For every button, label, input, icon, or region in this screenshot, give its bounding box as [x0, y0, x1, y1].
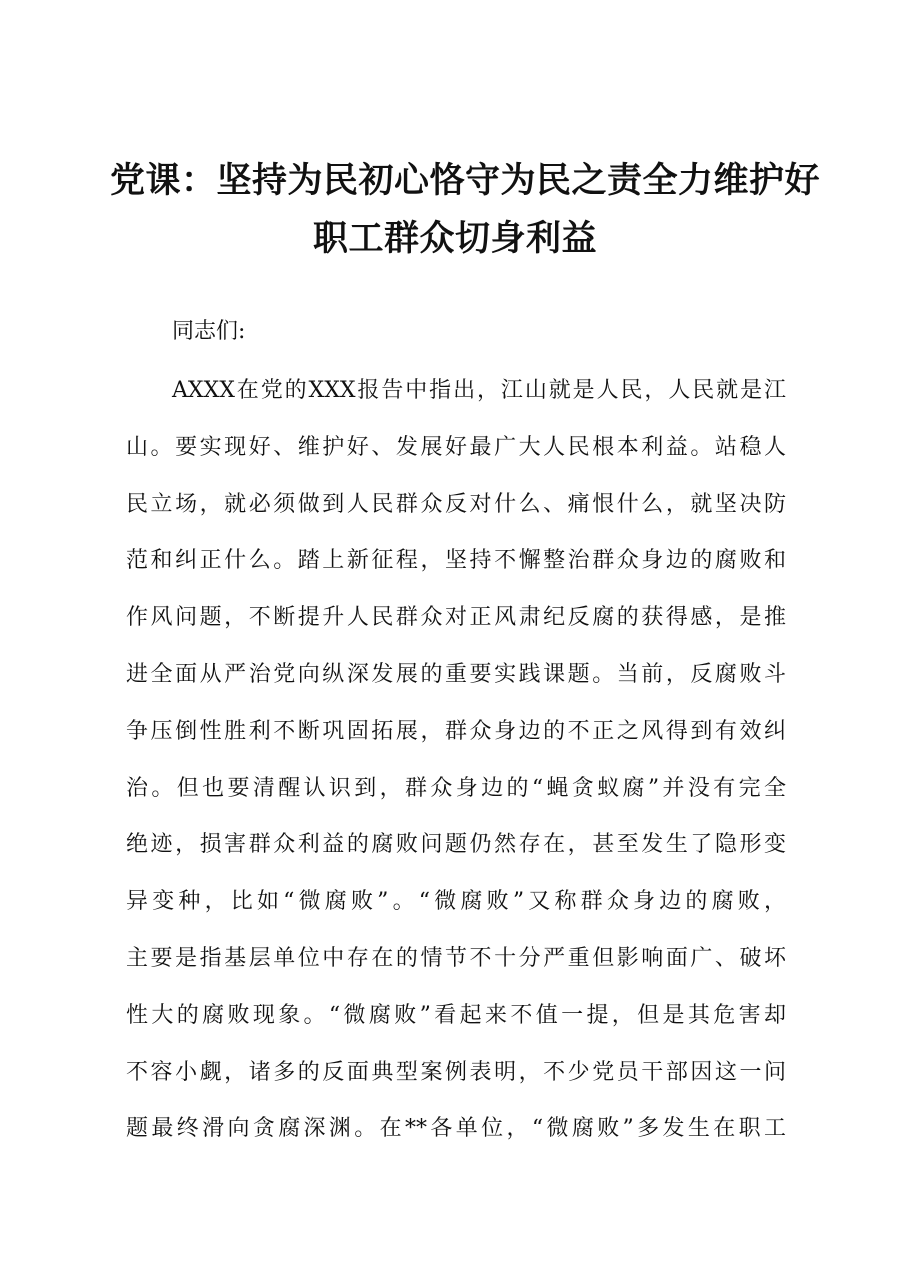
body-line: 题最终滑向贪腐深渊。在**各单位，“微腐败”多发生在职工 [126, 1116, 786, 1142]
title-line-2: 职工群众切身利益 [312, 218, 597, 259]
document-title [110, 152, 821, 268]
body-line: 绝迹，损害群众利益的腐败问题仍然存在，甚至发生了隐形变 [126, 832, 786, 858]
body-line: 进全面从严治党向纵深发展的重要实践课题。当前，反腐败斗 [126, 661, 786, 687]
body-line: 民立场，就必须做到人民群众反对什么、痛恨什么，就坚决防 [126, 491, 786, 517]
body-line: 主要是指基层单位中存在的情节不十分严重但影响面广、破坏 [126, 945, 786, 971]
salutation: 同志们: [172, 319, 246, 344]
title-line-1: 党课：坚持为民初心恪守为民之责全力维护好 [110, 160, 821, 201]
body-line: 作风问题，不断提升人民群众对正风肃纪反腐的获得感，是推 [126, 605, 786, 631]
body-line: 范和纠正什么。踏上新征程，坚持不懈整治群众身边的腐败和 [126, 548, 786, 574]
body-line: 性大的腐败现象。“微腐败”看起来不值一提，但是其危害却 [126, 1002, 786, 1028]
body-paragraph [126, 371, 786, 1166]
body-line: 山。要实现好、维护好、发展好最广大人民根本利益。站稳人 [126, 434, 786, 460]
body-line: AXXX在党的XXX报告中指出，江山就是人民，人民就是江 [172, 378, 786, 403]
body-line: 争压倒性胜利不断巩固拓展，群众身边的不正之风得到有效纠 [126, 718, 786, 744]
body-line: 治。但也要清醒认识到，群众身边的“蝇贪蚁腐”并没有完全 [126, 775, 786, 801]
body-line: 不容小觑，诸多的反面典型案例表明，不少党员干部因这一问 [126, 1059, 786, 1085]
body-line: 异变种，比如“微腐败”。“微腐败”又称群众身边的腐败， [126, 889, 786, 915]
